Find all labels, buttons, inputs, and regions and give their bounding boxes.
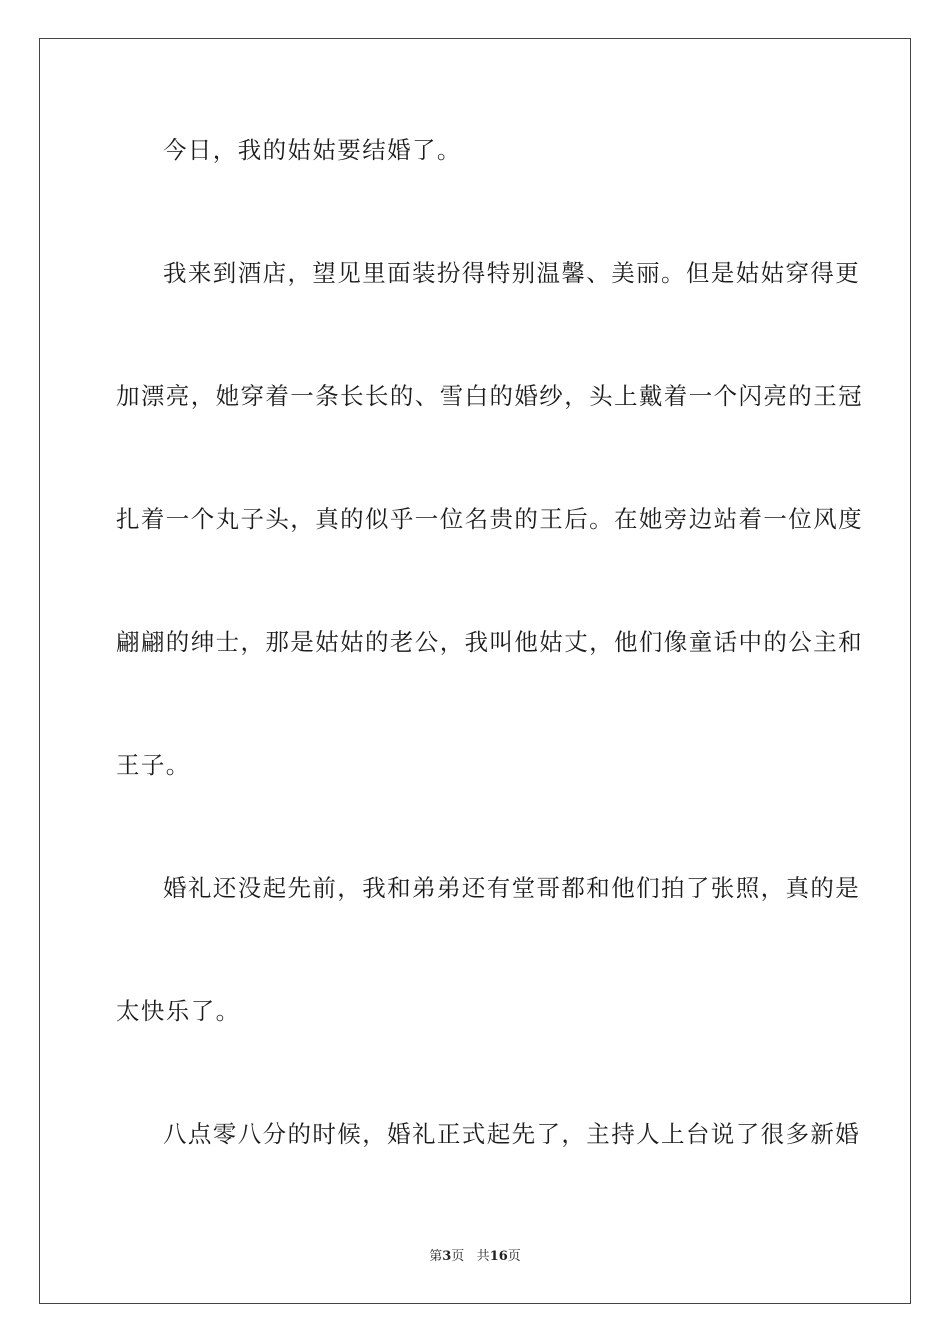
paragraph-line-3: 加漂亮，她穿着一条长长的、雪白的婚纱，头上戴着一个闪亮的王冠 [116, 382, 863, 410]
total-suffix: 页 [507, 1249, 521, 1264]
paragraph-line-1: 今日，我的姑姑要结婚了。 [163, 136, 462, 164]
page-prefix: 第 [429, 1249, 443, 1264]
page-suffix: 页 [451, 1249, 465, 1264]
page-total: 16 [489, 1249, 508, 1264]
paragraph-line-5: 翩翩的绅士，那是姑姑的老公，我叫他姑丈，他们像童话中的公主和 [116, 628, 863, 656]
paragraph-line-7: 婚礼还没起先前，我和弟弟还有堂哥都和他们拍了张照，真的是 [163, 874, 861, 902]
page-border [39, 38, 911, 1304]
paragraph-line-6: 王子。 [116, 751, 191, 779]
paragraph-line-9: 八点零八分的时候，婚礼正式起先了，主持人上台说了很多新婚 [163, 1120, 861, 1148]
page-number-footer [0, 1249, 950, 1265]
total-prefix: 共 [476, 1249, 490, 1264]
paragraph-line-8: 太快乐了。 [116, 997, 241, 1025]
page-current: 3 [442, 1249, 452, 1264]
paragraph-line-4: 扎着一个丸子头，真的似乎一位名贵的王后。在她旁边站着一位风度 [116, 505, 863, 533]
paragraph-line-2: 我来到酒店，望见里面装扮得特别温馨、美丽。但是姑姑穿得更 [163, 259, 861, 287]
